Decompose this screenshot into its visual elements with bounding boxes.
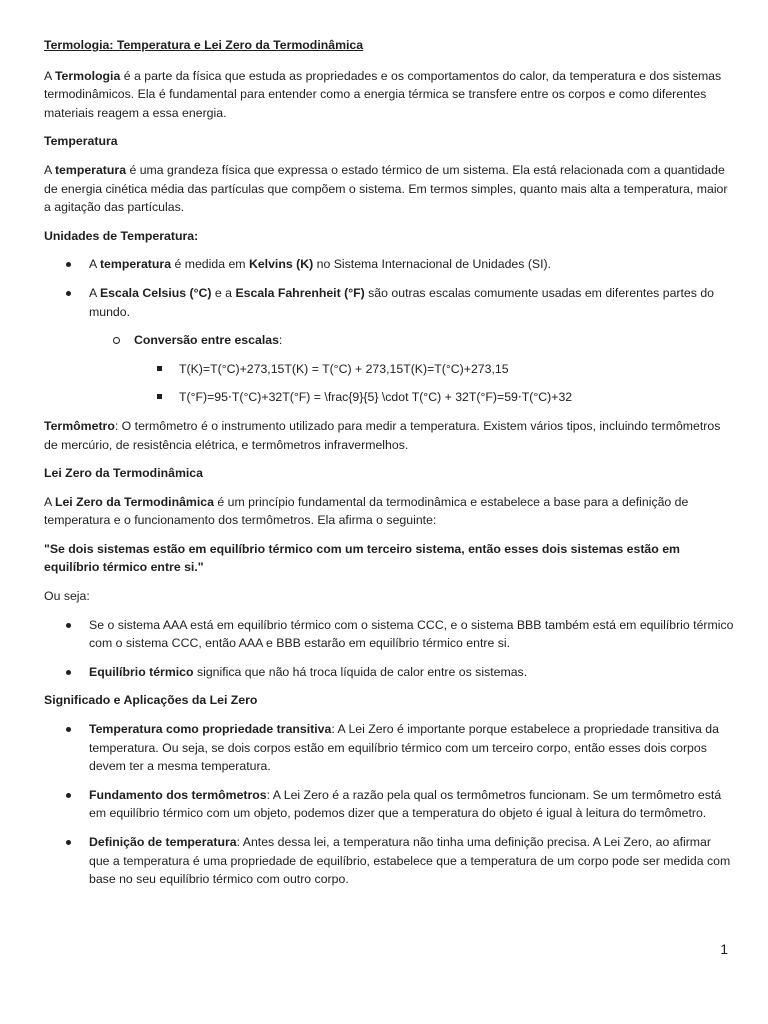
document-page	[44, 36, 734, 899]
text-run: : A Lei Zero é a razão pela qual os termômetros funcionam. Se um termômetro está em equilíbrio térmico com um objeto, podemos dizer que a temperatura do objeto é igual à leitura do termômetro.	[89, 787, 722, 821]
text-run: no Sistema Internacional de Unidades (SI).	[313, 257, 552, 272]
paragraph	[44, 67, 734, 123]
bullet-item	[44, 663, 734, 682]
bullet-item	[44, 786, 734, 823]
text-run: Kelvins (K)	[248, 257, 314, 272]
text-run: Termômetro	[44, 418, 115, 433]
text-run: Significado e Aplicações da Lei Zero	[44, 693, 258, 708]
bullet-item	[44, 284, 734, 321]
text-run: : A Lei Zero é importante porque estabelece a propriedade transitiva da temperatura. Ou seja, se dois corpos estão em equilíbrio térmico com um terceiro corpo, então esses dois corpos devem ter a mesma temperatura.	[89, 722, 719, 774]
text-run: Ou seja:	[44, 589, 90, 604]
text-run: :	[278, 333, 283, 348]
text-run: Escala Fahrenheit (°F)	[235, 285, 365, 300]
text-run: é uma grandeza física que expressa o estado térmico de um sistema. Ela está relacionada com a quantidade de energia cinética média das partículas que compõem o sistema. Em termos simples, quanto mais alta a temperatura, maior a agitação das partículas.	[44, 162, 728, 215]
text-run: "Se dois sistemas estão em equilíbrio térmico com um terceiro sistema, então esses dois sistemas estão em equilíbrio térmico entre si."	[44, 541, 680, 575]
text-run: Lei Zero da Termodinâmica	[54, 494, 214, 509]
text-run: T(K)=T(°C)+273,15T(K) = T(°C) + 273,15T(K)=T(°C)+273,15	[179, 361, 509, 376]
text-run: é um princípio fundamental da termodinâmica e estabelece a base para a definição de temperatura e o funcionamento dos termômetros. Ela afirma o seguinte:	[44, 494, 689, 528]
bullet-item	[44, 833, 734, 889]
section-heading	[44, 464, 734, 483]
text-run: Fundamento dos termômetros	[89, 787, 267, 802]
text-run: Equilíbrio térmico	[89, 664, 194, 679]
text-run: : O termômetro é o instrumento utilizado para medir a temperatura. Existem vários tipos, incluindo termômetros de mercúrio, de resistência elétrica, e termômetros infravermelhos.	[44, 418, 721, 452]
document-title	[44, 36, 734, 55]
text-run: Conversão entre escalas	[134, 333, 279, 348]
text-run: e a	[211, 285, 236, 300]
text-run: Unidades de Temperatura:	[44, 228, 199, 243]
sub-sub-bullet-item	[44, 388, 734, 407]
text-run: Termologia: Temperatura e Lei Zero da Termodinâmica	[44, 38, 364, 52]
sub-bullet-item	[44, 331, 734, 350]
text-run: : Antes dessa lei, a temperatura não tinha uma definição precisa. A Lei Zero, ao afirmar que a temperatura é uma propriedade de equilíbrio, estabelece que a temperatura de um corpo pode ser medida com base no seu equilíbrio térmico com outro corpo.	[89, 835, 731, 887]
text-run: são outras escalas comumente usadas em diferentes partes do mundo.	[89, 285, 715, 319]
paragraph	[44, 540, 734, 577]
text-run: Temperatura	[44, 134, 118, 149]
text-run: A	[44, 68, 55, 83]
paragraph	[44, 587, 734, 606]
text-run: T(°F)=95⋅T(°C)+32T(°F) = \frac{9}{5} \cdot T(°C) + 32T(°F)=59⋅T(°C)+32	[179, 390, 573, 405]
text-run: A	[89, 285, 100, 300]
text-run: temperatura	[54, 162, 127, 177]
text-run: Lei Zero da Termodinâmica	[44, 466, 203, 481]
bullet-list	[44, 255, 734, 407]
text-run: A	[44, 494, 55, 509]
text-run: significa que não há troca líquida de calor entre os sistemas.	[193, 664, 528, 679]
text-run: A	[44, 162, 55, 177]
text-run: Escala Celsius (°C)	[99, 285, 212, 300]
section-heading	[44, 227, 734, 246]
paragraph	[44, 493, 734, 530]
text-run: Se o sistema AAA está em equilíbrio térmico com o sistema CCC, e o sistema BBB também está em equilíbrio térmico com o sistema CCC, então AAA e BBB estarão em equilíbrio térmico entre si.	[89, 617, 734, 651]
section-heading	[44, 691, 734, 710]
paragraph	[44, 161, 734, 217]
text-run: A	[89, 257, 100, 272]
text-run: Termologia	[54, 68, 121, 83]
sub-sub-bullet-item	[44, 360, 734, 379]
text-run: Definição de temperatura	[89, 835, 237, 849]
bullet-list	[44, 720, 734, 889]
section-heading	[44, 132, 734, 151]
bullet-list	[44, 616, 734, 682]
bullet-item	[44, 255, 734, 274]
text-run: é medida em	[171, 257, 249, 272]
text-run: é a parte da física que estuda as propriedades e os comportamentos do calor, da temperatura e dos sistemas termodinâmicos. Ela é fundamental para entender como a energia térmica se transfere entre os corpos e como diferentes materiais reagem a essa energia.	[44, 68, 722, 120]
text-run: Temperatura como propriedade transitiva	[89, 722, 332, 737]
bullet-item	[44, 720, 734, 776]
page-number: 1	[720, 941, 728, 957]
paragraph	[44, 417, 734, 454]
bullet-item	[44, 616, 734, 653]
text-run: temperatura	[99, 257, 172, 272]
